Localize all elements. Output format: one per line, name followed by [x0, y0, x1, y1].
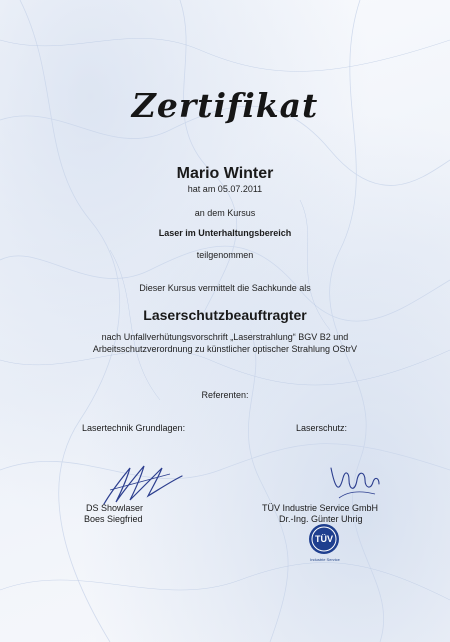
regulation-line-2: Arbeitsschutzverordnung zu künstlicher optischer Strahlung OStrV: [92, 344, 358, 354]
left-signatory-org: DS Showlaser: [86, 503, 144, 513]
tuv-logo: [308, 523, 340, 555]
date-line: hat am 05.07.2011: [187, 184, 263, 194]
speakers-heading: Referenten:: [201, 390, 249, 400]
right-signatory-org: TÜV Industrie Service GmbH: [262, 503, 379, 513]
course-name: Laser im Unterhaltungsbereich: [158, 228, 292, 238]
course-intro: an dem Kursus: [194, 208, 256, 218]
right-signature: [325, 458, 385, 503]
role-title: Laserschutzbeauftragter: [143, 307, 307, 323]
right-heading: Laserschutz:: [296, 423, 348, 433]
recipient-name: Mario Winter: [176, 165, 274, 182]
right-signatory-name: Dr.-Ing. Günter Uhrig: [279, 514, 363, 524]
regulation-line-1: nach Unfallverhütungsvorschrift „Laserstrahlung“ BGV B2 und: [101, 332, 349, 342]
left-signatory-name: Boes Siegfried: [84, 514, 143, 524]
participated-text: teilgenommen: [196, 250, 254, 260]
left-heading: Lasertechnik Grundlagen:: [82, 423, 186, 433]
certificate-title: Zertifikat: [131, 86, 319, 125]
tuv-logo-text: TÜV: [315, 534, 333, 544]
tuv-caption: Industrie Service: [310, 557, 340, 562]
competence-line: Dieser Kursus vermittelt die Sachkunde als: [139, 283, 311, 293]
